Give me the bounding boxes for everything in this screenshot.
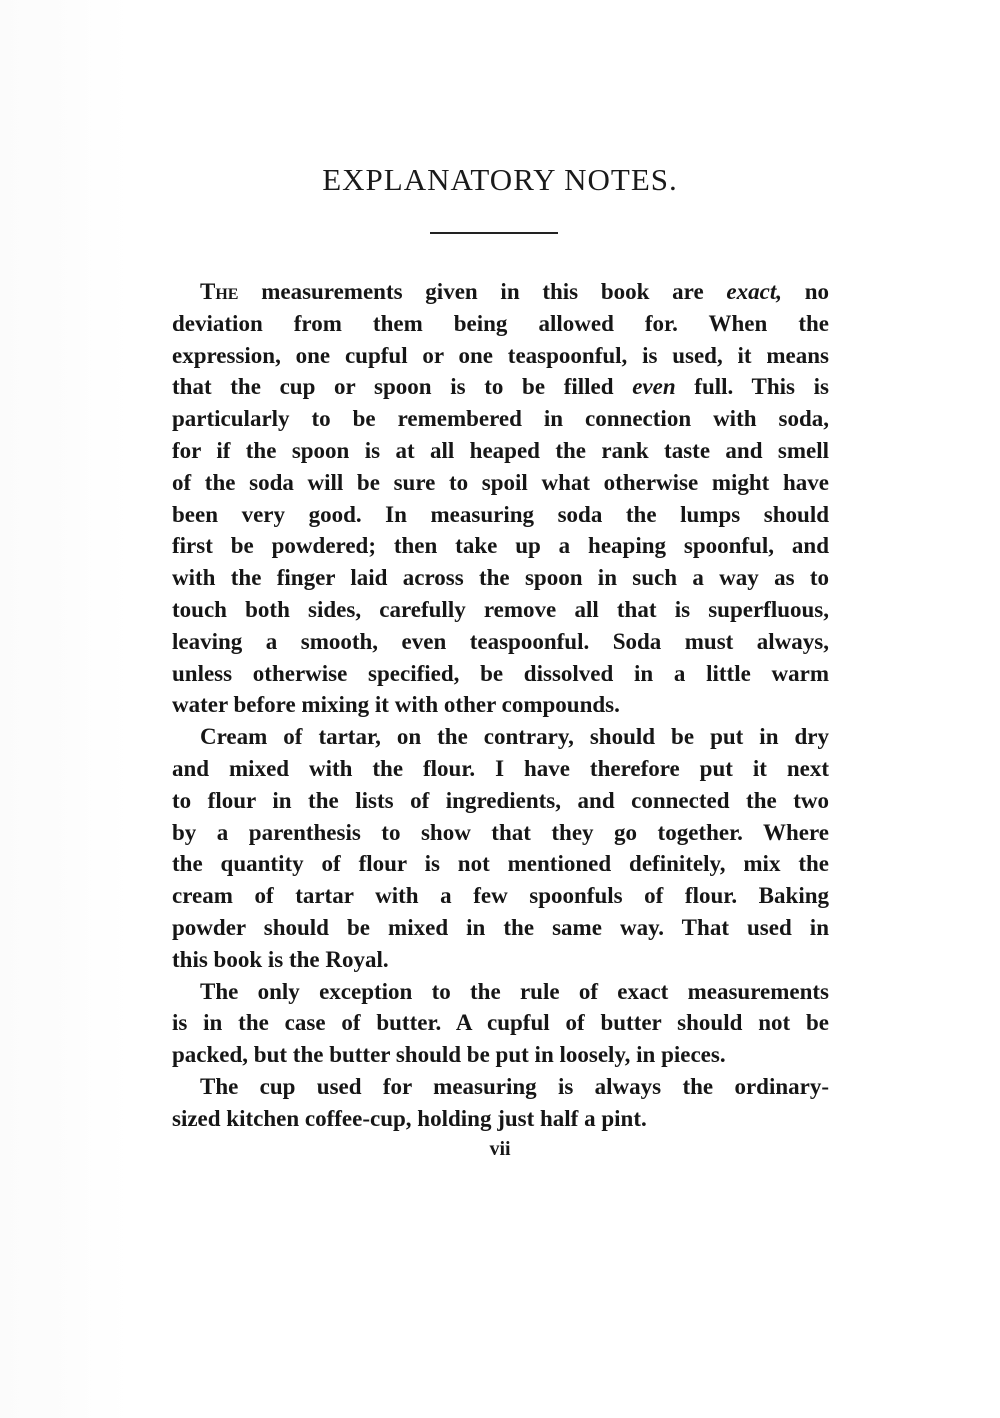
text-run: full. This is — [675, 374, 829, 400]
text-line: and mixed with the flour. I have therefore put it next — [172, 755, 829, 781]
text-line: leaving a smooth, even teaspoonful. Soda must always, — [172, 628, 829, 654]
paragraph-measurements — [172, 276, 829, 721]
text-line: water before mixing it with other compounds. — [172, 692, 620, 718]
text-line: to flour in the lists of ingredients, and connected the two — [172, 787, 829, 813]
text-line: expression, one cupful or one teaspoonful, is used, it means — [172, 342, 829, 368]
text-run: that the cup or spoon is to be filled — [172, 374, 633, 400]
paragraph-cream-of-tartar — [172, 721, 829, 975]
text-line: of the soda will be sure to spoil what otherwise might have — [172, 469, 829, 495]
text-line: by a parenthesis to show that they go together. Where — [172, 819, 829, 845]
text-line: first be powdered; then take up a heaping spoonful, and — [172, 533, 829, 559]
drop-word: The — [200, 279, 239, 304]
page-title: EXPLANATORY NOTES. — [322, 162, 678, 197]
text-line: this book is the Royal. — [172, 946, 389, 972]
text-line: been very good. In measuring soda the lumps should — [172, 501, 829, 527]
gutter-shade — [0, 0, 130, 1418]
text-line — [172, 371, 829, 403]
text-line: powder should be mixed in the same way. That used in — [172, 914, 829, 940]
body-text — [172, 276, 829, 1135]
emphasis: even — [632, 374, 676, 400]
text-run: no — [781, 279, 830, 304]
title-rule — [430, 232, 558, 234]
text-line: touch both sides, carefully remove all that is superfluous, — [172, 596, 829, 622]
text-line: unless otherwise specified, be dissolved in a little warm — [172, 660, 829, 686]
text-line: deviation from them being allowed for. When the — [172, 310, 829, 336]
text-line: The only exception to the rule of exact measurements — [200, 978, 829, 1004]
text-line: cream of tartar with a few spoonfuls of flour. Baking — [172, 883, 829, 909]
text-line: packed, but the butter should be put in loosely, in pieces. — [172, 1042, 726, 1068]
text-line: for if the spoon is at all heaped the rank taste and smell — [172, 437, 829, 463]
page-number: vii — [489, 1138, 511, 1160]
text-line — [172, 276, 829, 308]
text-line: Cream of tartar, on the contrary, should be put in dry — [200, 724, 829, 750]
text-run: measurements given in this book are — [238, 279, 727, 304]
emphasis: exact, — [726, 279, 782, 304]
paragraph-cup — [172, 1071, 829, 1135]
paragraph-butter — [172, 976, 829, 1071]
text-line: is in the case of butter. A cupful of butter should not be — [172, 1010, 829, 1036]
text-line: with the finger laid across the spoon in such a way as to — [172, 565, 829, 591]
text-line: The cup used for measuring is always the ordinary- — [200, 1073, 829, 1099]
text-line: sized kitchen coffee-cup, holding just half a pint. — [172, 1105, 647, 1131]
text-line: particularly to be remembered in connection with soda, — [172, 406, 829, 432]
text-line: the quantity of flour is not mentioned definitely, mix the — [172, 851, 829, 877]
